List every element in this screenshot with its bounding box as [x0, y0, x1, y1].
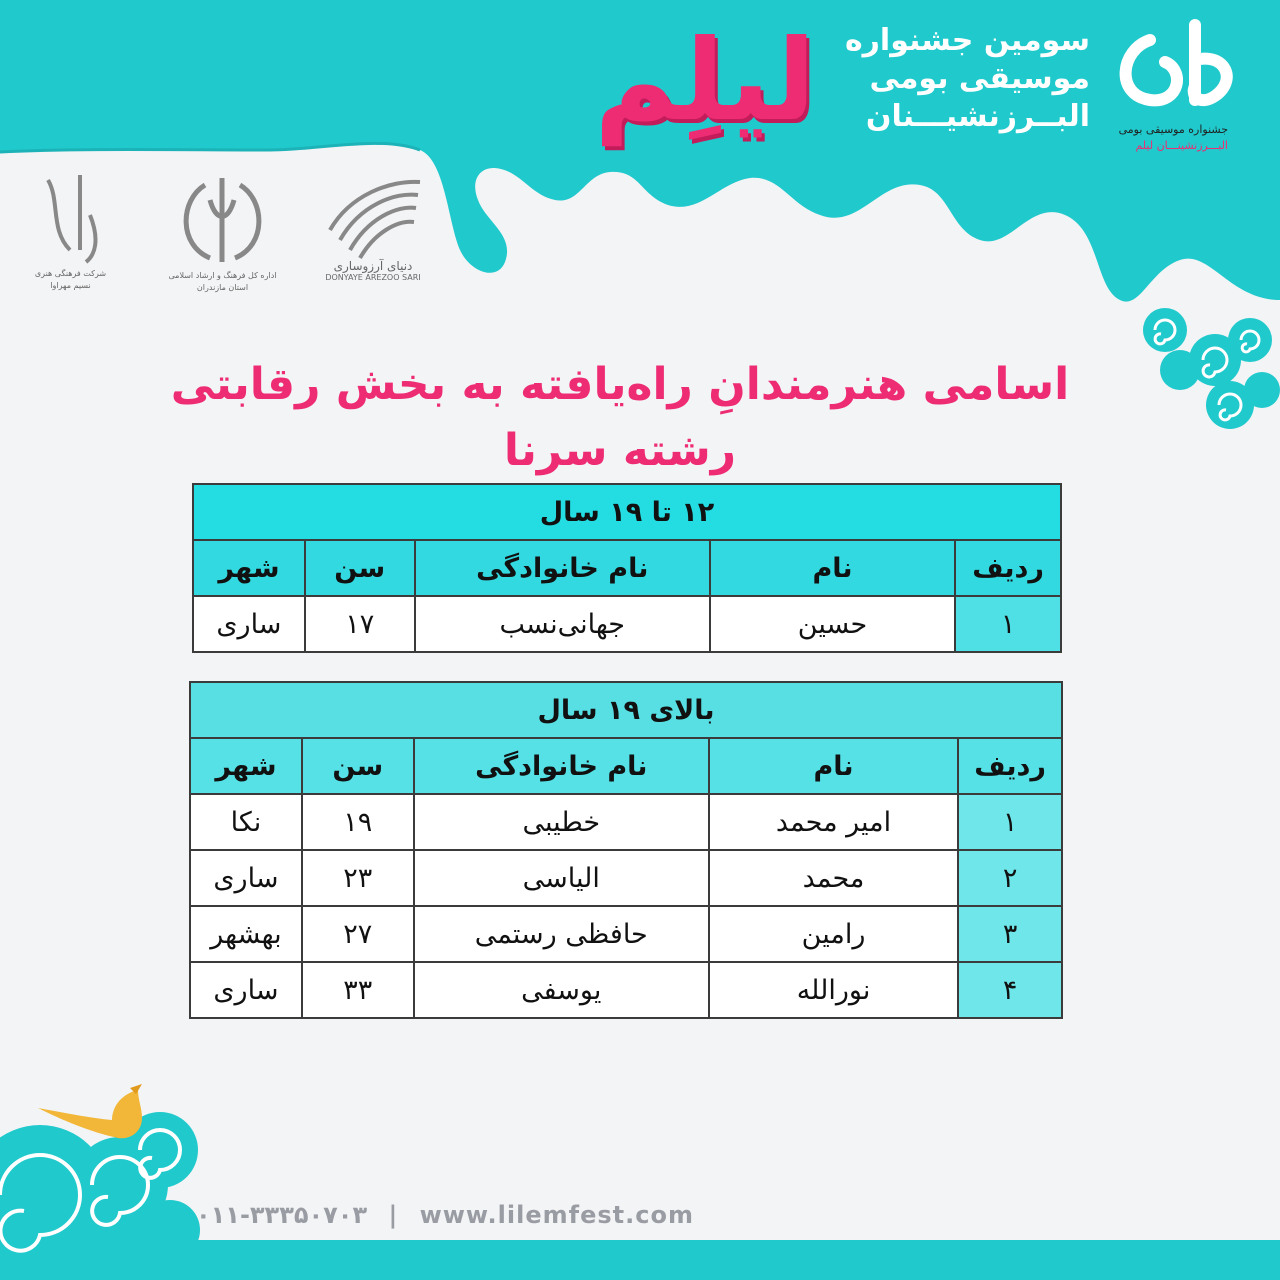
cell-index: ۴	[958, 962, 1062, 1018]
column-header-age: سن	[305, 540, 415, 596]
cell-age: ۳۳	[302, 962, 414, 1018]
cell-city: ساری	[190, 850, 302, 906]
cell-first-name: رامین	[709, 906, 958, 962]
cell-first-name: امیر محمد	[709, 794, 958, 850]
swirl-cloud-left	[0, 1112, 200, 1280]
cell-index: ۳	[958, 906, 1062, 962]
column-header-last-name: نام خانوادگی	[415, 540, 710, 596]
table-row	[190, 962, 1062, 1018]
festival-title-line-2: موسیقی بومی	[869, 61, 1090, 96]
column-header-city: شهر	[193, 540, 305, 596]
arezoo-caption-en: DONYAYE AREZOO SARI	[325, 273, 421, 282]
mehrava-caption-text: شرکت فرهنگی هنری نسیم مهراوا	[34, 269, 107, 290]
cell-first-name: حسین	[710, 596, 955, 652]
footer-separator: |	[388, 1201, 399, 1229]
group-title: ۱۲ تا ۱۹ سال	[193, 484, 1061, 540]
table-row	[190, 850, 1062, 906]
page-title: اسامی هنرمندانِ راه‌یافته به بخش رقابتی رشته سرنا	[170, 359, 1070, 476]
arezoo-caption-fa: دنیای آرزوساری	[333, 259, 413, 273]
column-header-first-name: نام	[710, 540, 955, 596]
cell-city: نکا	[190, 794, 302, 850]
cell-city: بهشهر	[190, 906, 302, 962]
festival-title-line-3: البــرزنشیـــنان	[865, 99, 1090, 134]
column-header-age: سن	[302, 738, 414, 794]
group-title-row	[193, 484, 1061, 540]
iran-emblem	[186, 178, 259, 262]
column-header-last-name: نام خانوادگی	[414, 738, 709, 794]
footer-contact	[196, 1198, 716, 1232]
festival-title-line-1: سومین جشنواره	[844, 23, 1090, 58]
cell-age: ۱۹	[302, 794, 414, 850]
cell-last-name: الیاسی	[414, 850, 709, 906]
swirl-cloud-right	[1143, 308, 1280, 429]
group-title-row	[190, 682, 1062, 738]
arezoo-caption	[318, 260, 428, 284]
column-header-row	[190, 738, 1062, 794]
roster-table-12-19	[192, 483, 1062, 653]
cell-last-name: حافظی رستمی	[414, 906, 709, 962]
group-title: بالای ۱۹ سال	[190, 682, 1062, 738]
table-row	[190, 906, 1062, 962]
cell-age: ۲۳	[302, 850, 414, 906]
mehrava-caption	[28, 268, 113, 292]
column-header-first-name: نام	[709, 738, 958, 794]
cell-last-name: جهانی‌نسب	[415, 596, 710, 652]
cell-index: ۲	[958, 850, 1062, 906]
table-row	[193, 596, 1061, 652]
cell-index: ۱	[955, 596, 1061, 652]
logo-caption-line-2: البـــرزنشینـــان لیلم	[1135, 139, 1228, 152]
cell-age: ۲۷	[302, 906, 414, 962]
cell-last-name: یوسفی	[414, 962, 709, 1018]
cell-index: ۱	[958, 794, 1062, 850]
column-header-index: ردیف	[958, 738, 1062, 794]
cell-first-name: محمد	[709, 850, 958, 906]
footer-website-link[interactable]: www.lilemfest.com	[419, 1201, 694, 1229]
table-row	[190, 794, 1062, 850]
festival-logo-caption	[1078, 122, 1228, 154]
brand-logotype: لیلِم	[594, 16, 816, 146]
arezoo-logo	[330, 182, 420, 258]
column-header-row	[193, 540, 1061, 596]
cell-city: ساری	[190, 962, 302, 1018]
column-header-index: ردیف	[955, 540, 1061, 596]
mehrava-logo	[48, 175, 96, 262]
column-header-city: شهر	[190, 738, 302, 794]
cell-age: ۱۷	[305, 596, 415, 652]
ershad-caption: اداره کل فرهنگ و ارشاد اسلامی استان مازندران	[168, 271, 277, 292]
cell-city: ساری	[193, 596, 305, 652]
cell-first-name: نورالله	[709, 962, 958, 1018]
footer-phone: ۰۱۱-۳۳۳۵۰۷۰۳	[196, 1201, 368, 1229]
roster-table-over-19	[189, 681, 1063, 1019]
logo-caption-line-1: جشنواره موسیقی بومی	[1118, 123, 1228, 136]
cell-last-name: خطیبی	[414, 794, 709, 850]
